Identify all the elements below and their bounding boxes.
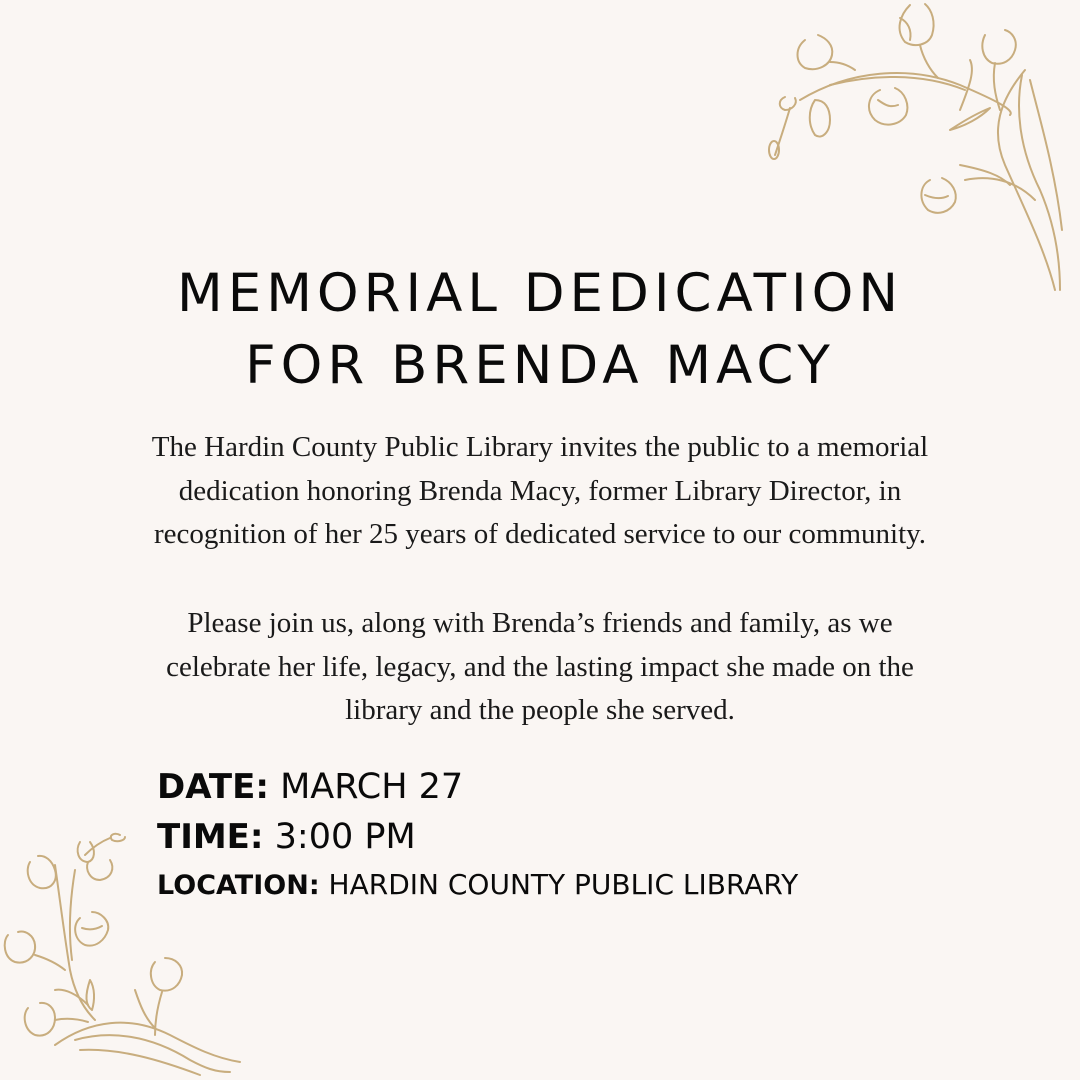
- page-title: [0, 258, 1080, 402]
- paragraph-line: Please join us, along with Brenda’s friends and family, as we: [187, 607, 893, 639]
- time-value: 3:00 PM: [274, 817, 416, 857]
- time-label: TIME:: [157, 817, 264, 857]
- location-value: HARDIN COUNTY PUBLIC LIBRARY: [328, 868, 799, 901]
- paragraph-line: The Hardin County Public Library invites the public to a memorial: [151, 431, 929, 463]
- detail-location: [157, 862, 798, 909]
- detail-date: [157, 764, 798, 814]
- floral-top-right-icon: [760, 0, 1080, 300]
- paragraph-line: library and the people she served.: [345, 694, 735, 726]
- date-label: DATE:: [157, 767, 269, 807]
- date-value: MARCH 27: [280, 767, 464, 807]
- event-details: [157, 764, 798, 909]
- paragraph-line: dedication honoring Brenda Macy, former Library Director, in: [178, 474, 902, 507]
- title-line-1: MEMORIAL DEDICATION: [176, 263, 903, 324]
- paragraph-line: celebrate her life, legacy, and the lasting impact she made on the: [166, 650, 914, 683]
- detail-time: [157, 814, 798, 862]
- invitation-paragraph: [80, 426, 1000, 557]
- join-us-paragraph: [80, 602, 1000, 733]
- paragraph-line: recognition of her 25 years of dedicated service to our community.: [154, 518, 926, 550]
- title-line-2: FOR BRENDA MACY: [245, 335, 835, 396]
- location-label: LOCATION:: [157, 870, 320, 901]
